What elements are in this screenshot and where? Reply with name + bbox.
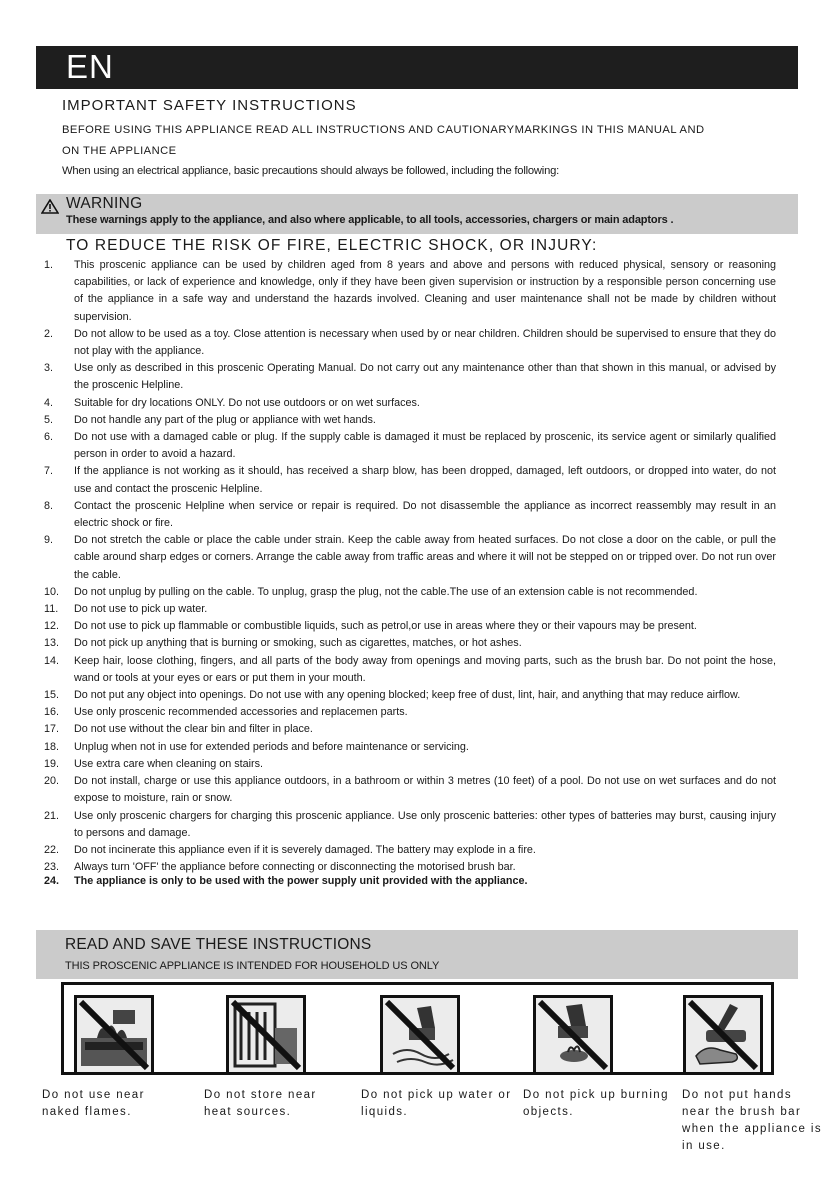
list-item-number: 6. xyxy=(44,431,54,444)
list-item-text: Always turn 'OFF' the appliance before connecting or disconnecting the motorised brush bar. xyxy=(74,861,516,874)
list-item-text: This proscenic appliance can be used by children aged from 8 years and above and persons with reduced physical, sensory or reasoning capabilities, or lack of experience and knowledge, only if they have been given supervision or instruction by a responsible person concerning use of the appliance in a safe way and understand the hazards involved. Cleaning and user maintenance shall not be made by children without supervision. xyxy=(74,259,776,323)
list-item-number: 8. xyxy=(44,499,54,512)
list-item-text: Do not install, charge or use this appliance outdoors, in a bathroom or within 3 metres (10 feet) of a pool. Do not use on wet surfaces and do not expose to moisture, rain or snow. xyxy=(74,775,776,805)
list-item xyxy=(40,395,776,412)
read-save-title: READ AND SAVE THESE INSTRUCTIONS xyxy=(65,936,372,953)
list-item xyxy=(40,618,776,635)
list-item-number: 7. xyxy=(44,465,54,478)
list-item-text: Do not use without the clear bin and filter in place. xyxy=(74,723,313,736)
warning-title: WARNING xyxy=(66,195,143,212)
no-water-icon xyxy=(380,995,460,1075)
pictogram-caption: Do not pick up burning objects. xyxy=(523,1089,669,1118)
list-item xyxy=(40,704,776,721)
list-item-text: Do not use with a damaged cable or plug. If the supply cable is damaged it must be replaced by proscenic, its service agent or similarly qualified person in order to avoid a hazard. xyxy=(74,431,776,461)
list-item-text: Use only as described in this proscenic Operating Manual. Do not carry out any maintenance other than that shown in this manual, or advised by the proscenic Helpline. xyxy=(74,362,776,392)
list-item xyxy=(40,653,776,687)
list-item-number: 17. xyxy=(44,723,60,736)
language-header-bar xyxy=(36,46,798,89)
list-item-number: 16. xyxy=(44,706,60,719)
list-item-number: 18. xyxy=(44,740,60,753)
warning-triangle-icon xyxy=(41,199,59,214)
list-item-text: The appliance is only to be used with the power supply unit provided with the appliance. xyxy=(74,875,528,888)
list-item-text: Do not use to pick up flammable or combustible liquids, such as petrol,or use in areas where they or their vapours may be present. xyxy=(74,620,697,633)
list-item-number: 9. xyxy=(44,534,54,547)
list-item xyxy=(40,498,776,532)
list-item-text: If the appliance is not working as it should, has received a sharp blow, has been dropped, damaged, left outdoors, or dropped into water, do not use and contact the proscenic Helpline. xyxy=(74,465,776,495)
list-item-number: 1. xyxy=(44,259,54,271)
list-item-text: Do not pick up anything that is burning or smoking, such as cigarettes, matches, or hot ashes. xyxy=(74,637,522,650)
read-save-subtitle: THIS PROSCENIC APPLIANCE IS INTENDED FOR HOUSEHOLD US ONLY xyxy=(65,960,440,972)
list-item-number: 4. xyxy=(44,396,54,409)
language-badge: EN xyxy=(66,48,114,85)
list-item-number: 3. xyxy=(44,362,54,375)
no-heat-sources-icon xyxy=(226,995,306,1075)
intro-sub: When using an electrical appliance, basic precautions should always be followed, including the following: xyxy=(62,165,560,177)
list-item xyxy=(40,532,776,584)
list-item xyxy=(40,412,776,429)
intro-block xyxy=(62,120,782,182)
list-item-text: Do not put any object into openings. Do not use with any opening blocked; keep free of dust, lint, hair, and anything that may reduce airflow. xyxy=(74,689,741,702)
intro-line: ON THE APPLIANCE xyxy=(62,144,177,157)
list-item xyxy=(40,876,776,887)
list-item-number: 14. xyxy=(44,654,60,667)
pictogram-strip xyxy=(61,982,774,1075)
page-title: IMPORTANT SAFETY INSTRUCTIONS xyxy=(62,97,357,114)
list-item-number: 10. xyxy=(44,585,60,598)
list-item-text: Do not incinerate this appliance even if it is severely damaged. The battery may explode in a fire. xyxy=(74,843,536,856)
no-hands-near-brush-icon xyxy=(683,995,763,1075)
no-burning-objects-icon xyxy=(533,995,613,1075)
list-item-text: Use only proscenic recommended accessories and replacemen parts. xyxy=(74,706,408,719)
pictogram-caption: Do not pick up water or liquids. xyxy=(361,1089,512,1118)
list-item-text: Suitable for dry locations ONLY. Do not use outdoors or on wet surfaces. xyxy=(74,396,420,409)
list-item-number: 19. xyxy=(44,757,60,770)
list-item xyxy=(40,429,776,463)
list-item xyxy=(40,859,776,876)
list-item-number: 2. xyxy=(44,327,54,340)
list-item-number: 11. xyxy=(44,603,59,616)
list-item xyxy=(40,601,776,618)
list-item-text: Contact the proscenic Helpline when service or repair is required. Do not disassemble the appliance as incorrect reassembly may result in an electric shock or fire. xyxy=(74,499,776,530)
list-item-number: 12. xyxy=(44,620,60,633)
list-item-text: Use only proscenic chargers for charging this proscenic appliance. Use only proscenic batteries: other types of batteries may burst, causing injury to persons and damage. xyxy=(74,809,776,839)
list-item xyxy=(40,326,776,360)
list-item xyxy=(40,842,776,859)
list-item-text: Do not handle any part of the plug or appliance with wet hands. xyxy=(74,413,376,426)
list-item xyxy=(40,721,776,738)
pictogram-caption: Do not put hands near the brush bar when the appliance is in use. xyxy=(682,1089,823,1152)
list-item xyxy=(40,808,776,842)
list-item xyxy=(40,739,776,756)
list-item-text: Do not use to pick up water. xyxy=(74,603,208,616)
list-item xyxy=(40,687,776,704)
list-item-number: 24. xyxy=(44,875,60,888)
no-naked-flames-icon xyxy=(74,995,154,1075)
list-item xyxy=(40,584,776,601)
list-item-number: 20. xyxy=(44,775,60,788)
read-save-banner xyxy=(36,930,798,979)
list-item-text: Use extra care when cleaning on stairs. xyxy=(74,757,264,770)
pictogram-caption: Do not store near heat sources. xyxy=(204,1089,317,1118)
list-item xyxy=(40,257,776,326)
list-item-number: 15. xyxy=(44,689,60,702)
list-item xyxy=(40,756,776,773)
list-item xyxy=(40,773,776,807)
list-item-text: Do not allow to be used as a toy. Close attention is necessary when used by or near children. Children should be supervised to ensure that they do not play with the appliance. xyxy=(74,327,776,358)
safety-instructions-list xyxy=(40,257,776,887)
list-item-number: 13. xyxy=(44,637,60,650)
list-item-text: Do not unplug by pulling on the cable. To unplug, grasp the plug, not the cable.The use of an extension cable is not recommended. xyxy=(74,585,698,598)
list-item-text: Do not stretch the cable or place the cable under strain. Keep the cable away from heated surfaces. Do not close a door on the cable, or pull the cable around sharp edges or corners. Arrange the cable away from traffic areas and where it will not be stepped on or tripped over. Do not run over the cable. xyxy=(74,534,776,581)
warning-text: These warnings apply to the appliance, and also where applicable, to all tools, accessories, chargers or main adaptors . xyxy=(66,214,674,226)
list-item-number: 22. xyxy=(44,843,60,856)
list-item-number: 5. xyxy=(44,413,54,426)
intro-line: BEFORE USING THIS APPLIANCE READ ALL INSTRUCTIONS AND CAUTIONARYMARKINGS IN THIS MANUAL AND xyxy=(62,124,705,136)
list-item-text: Unplug when not in use for extended periods and before maintenance or servicing. xyxy=(74,740,469,753)
list-item-number: 23. xyxy=(44,861,60,874)
list-item xyxy=(40,360,776,394)
pictogram-caption: Do not use near naked flames. xyxy=(42,1089,145,1118)
list-item xyxy=(40,463,776,497)
list-item-text: Keep hair, loose clothing, fingers, and all parts of the body away from openings and moving parts, such as the brush bar. Do not point the hose, wand or tools at your eyes or ears or put them in your mouth. xyxy=(74,654,776,684)
list-item xyxy=(40,635,776,652)
list-item-number: 21. xyxy=(44,809,60,822)
risk-heading: TO REDUCE THE RISK OF FIRE, ELECTRIC SHOCK, OR INJURY: xyxy=(66,237,598,254)
warning-banner xyxy=(36,194,798,234)
